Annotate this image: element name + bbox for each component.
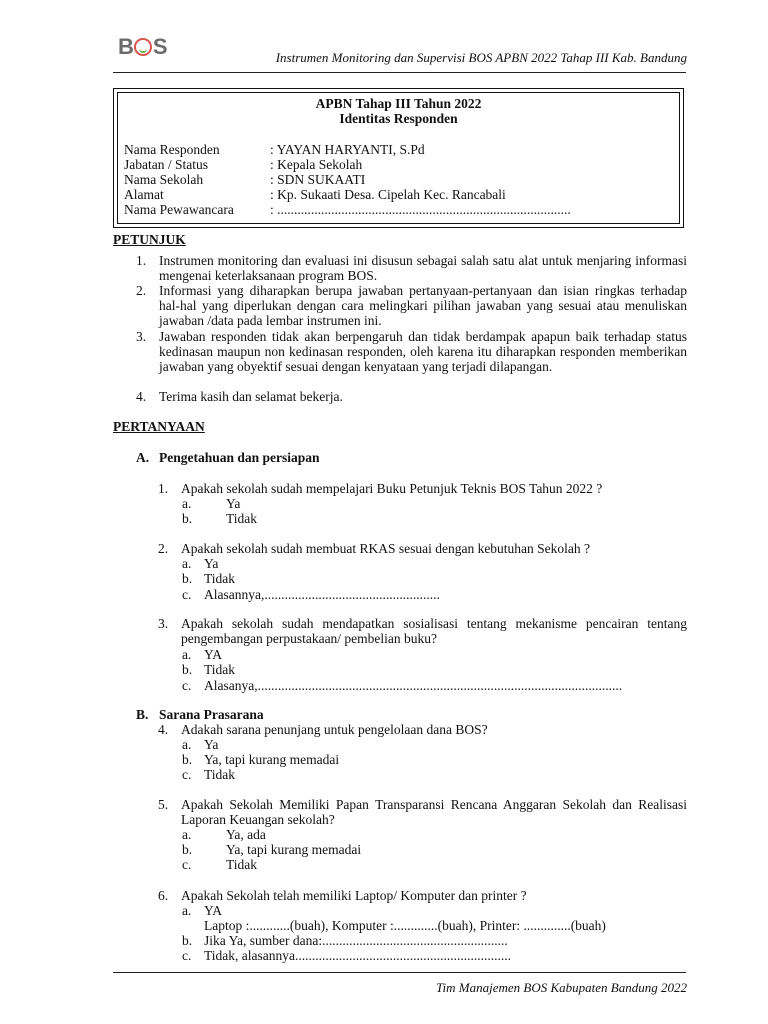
identity-title: APBN Tahap III Tahun 2022 (315, 96, 482, 111)
q5-opt-a-key: a. (182, 827, 192, 842)
q6-opt-c-key: c. (182, 948, 192, 963)
q4-opt-a-key: a. (182, 737, 192, 752)
q6-opt-c[interactable]: Tidak, alasannya................................................................ (204, 948, 511, 963)
q1-opt-b-key: b. (182, 511, 193, 526)
petunjuk-num-2: 2. (136, 283, 147, 298)
value-nama-responden: : YAYAN HARYANTI, S.Pd (270, 142, 425, 157)
logo-letter-s: S (152, 34, 167, 59)
q1-number: 1. (158, 481, 169, 496)
q5-opt-b[interactable]: Ya, tapi kurang memadai (226, 842, 362, 857)
petunjuk-item-1: Instrumen monitoring dan evaluasi ini disusun sebagai salah satu alat untuk menjaring informasi mengenai keterlaksanaan program BOS. (159, 253, 687, 283)
value-alamat: : Kp. Sukaati Desa. Cipelah Kec. Rancabali (270, 187, 506, 202)
header-title: Instrumen Monitoring dan Supervisi BOS APBN 2022 Tahap III Kab. Bandung (275, 50, 687, 65)
q6-opt-a-detail[interactable]: Laptop :............(buah), Komputer :.............(buah), Printer: ..............(buah) (204, 918, 606, 933)
bos-logo (118, 34, 167, 60)
footer-divider (113, 972, 686, 973)
q2-opt-c-key: c. (182, 587, 192, 602)
value-nama-sekolah: : SDN SUKAATI (270, 172, 366, 187)
q5-number: 5. (158, 797, 169, 812)
q6-text: Apakah Sekolah telah memiliki Laptop/ Komputer dan printer ? (181, 888, 527, 903)
q5-opt-c[interactable]: Tidak (226, 857, 258, 872)
pertanyaan-heading: PERTANYAAN (113, 419, 205, 434)
label-jabatan: Jabatan / Status (124, 157, 208, 172)
q6-opt-a[interactable]: YA (204, 903, 223, 918)
label-nama-responden: Nama Responden (124, 142, 220, 157)
section-b-letter: B. (136, 707, 149, 722)
petunjuk-num-3: 3. (136, 329, 147, 344)
section-a-letter: A. (136, 450, 150, 465)
q1-text: Apakah sekolah sudah mempelajari Buku Petunjuk Teknis BOS Tahun 2022 ? (181, 481, 603, 496)
identity-subtitle: Identitas Responden (339, 111, 458, 126)
q2-number: 2. (158, 541, 169, 556)
smiley-icon (134, 38, 152, 56)
q4-opt-b[interactable]: Ya, tapi kurang memadai (204, 752, 340, 767)
q2-opt-b[interactable]: Tidak (204, 571, 236, 586)
q5-opt-b-key: b. (182, 842, 193, 857)
q4-opt-b-key: b. (182, 752, 193, 767)
q2-opt-c[interactable]: Alasannya,.................................................... (204, 587, 440, 602)
footer-text: Tim Manajemen BOS Kabupaten Bandung 2022 (436, 980, 687, 995)
q6-opt-b-key: b. (182, 933, 193, 948)
value-pewawancara: : ....................................................................................... (270, 202, 571, 217)
label-nama-sekolah: Nama Sekolah (124, 172, 204, 187)
q6-opt-a-key: a. (182, 903, 192, 918)
label-pewawancara: Nama Pewawancara (124, 202, 234, 217)
header-divider (113, 72, 686, 73)
q3-opt-c-key: c. (182, 678, 192, 693)
q2-opt-a[interactable]: Ya (204, 556, 219, 571)
q6-number: 6. (158, 888, 169, 903)
q3-opt-b-key: b. (182, 662, 193, 677)
q3-opt-a[interactable]: YA (204, 647, 223, 662)
q2-opt-a-key: a. (182, 556, 192, 571)
q3-text: Apakah sekolah sudah mendapatkan sosialisasi tentang mekanisme pencairan tentang pengembangan perpustakaan/ pembelian buku? (181, 616, 687, 646)
q5-text: Apakah Sekolah Memiliki Papan Transparansi Rencana Anggaran Sekolah dan Realisasi Laporan Keuangan sekolah? (181, 797, 687, 827)
q3-opt-a-key: a. (182, 647, 192, 662)
q1-opt-a[interactable]: Ya (226, 496, 241, 511)
q2-text: Apakah sekolah sudah membuat RKAS sesuai dengan kebutuhan Sekolah ? (181, 541, 591, 556)
q4-opt-c-key: c. (182, 767, 192, 782)
petunjuk-heading: PETUNJUK (113, 232, 186, 247)
q6-opt-b[interactable]: Jika Ya, sumber dana:....................................................... (204, 933, 508, 948)
q4-opt-a[interactable]: Ya (204, 737, 219, 752)
q2-opt-b-key: b. (182, 571, 193, 586)
petunjuk-item-2: Informasi yang diharapkan berupa jawaban pertanyaan-pertanyaan dan isian ringkas terhadap hal-hal yang diperlukan dengan cara melingkari pilihan jawaban yang sesuai atau menuliskan jawaban /data pada lembar instrumen ini. (159, 283, 687, 328)
logo-letter-b: B (118, 34, 133, 59)
q1-opt-a-key: a. (182, 496, 192, 511)
q5-opt-a[interactable]: Ya, ada (226, 827, 266, 842)
petunjuk-num-1: 1. (136, 253, 147, 268)
section-b-title: Sarana Prasarana (159, 707, 264, 722)
petunjuk-num-4: 4. (136, 389, 147, 404)
q1-opt-b[interactable]: Tidak (226, 511, 258, 526)
q3-opt-c[interactable]: Alasanya,............................................................................................................ (204, 678, 623, 693)
q4-text: Adakah sarana penunjang untuk pengelolaan dana BOS? (181, 722, 488, 737)
q4-opt-c[interactable]: Tidak (204, 767, 236, 782)
q3-number: 3. (158, 616, 169, 631)
label-alamat: Alamat (124, 187, 164, 202)
value-jabatan: : Kepala Sekolah (270, 157, 363, 172)
q3-opt-b[interactable]: Tidak (204, 662, 236, 677)
petunjuk-item-3: Jawaban responden tidak akan berpengaruh dan tidak berdampak apapun baik terhadap status kedinasan maupun non kedinasan responden, oleh karena itu diharapkan responden memberikan jawaban yang obyektif sesuai dengan kenyataan yang terjadi dilapangan. (159, 329, 687, 374)
section-a-title: Pengetahuan dan persiapan (159, 450, 320, 465)
q5-opt-c-key: c. (182, 857, 192, 872)
q4-number: 4. (158, 722, 169, 737)
petunjuk-item-4: Terima kasih dan selamat bekerja. (159, 389, 343, 404)
